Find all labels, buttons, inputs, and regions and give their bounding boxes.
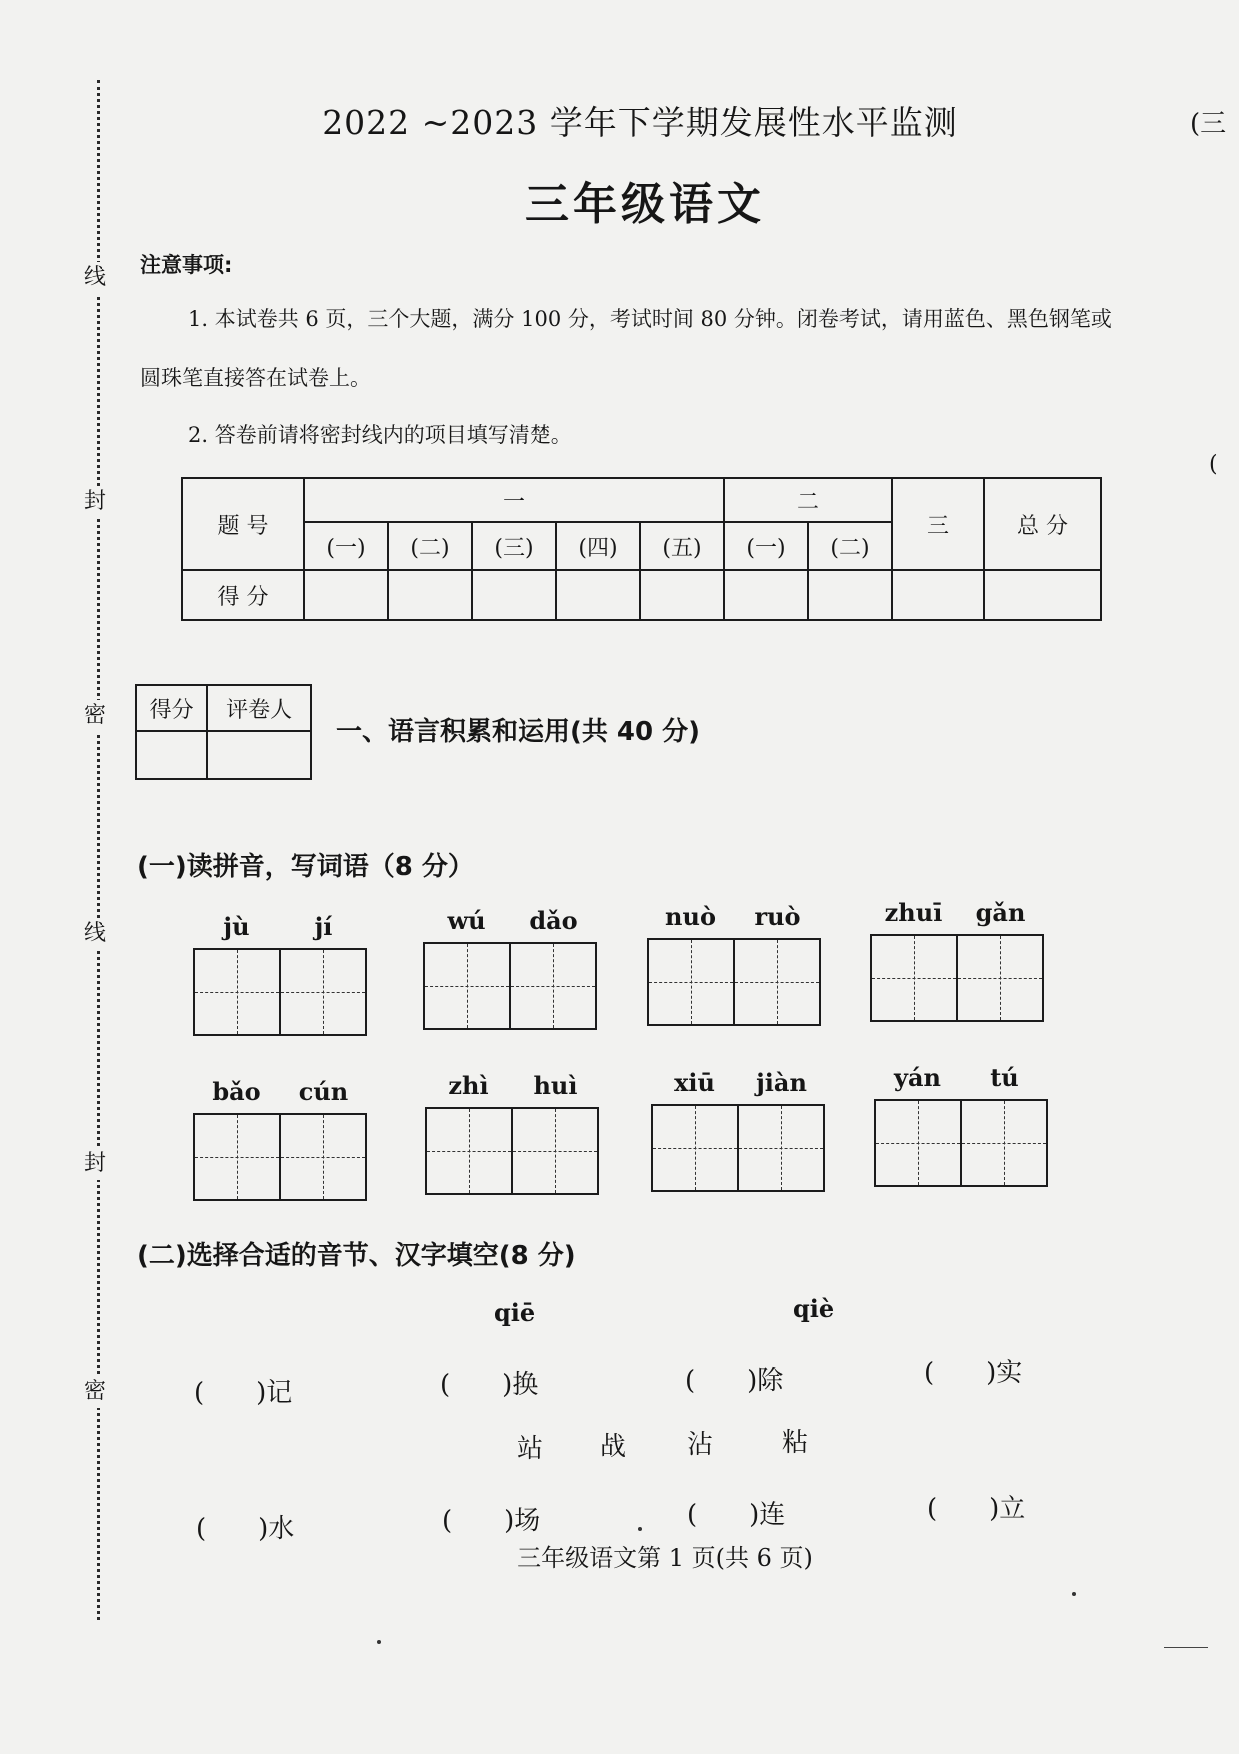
score-cell[interactable]: [640, 570, 724, 620]
score-cell[interactable]: [388, 570, 472, 620]
notice-item-2: 2. 答卷前请将密封线内的项目填写清楚。: [188, 423, 572, 447]
pinyin: zhì: [448, 1071, 489, 1100]
part-header: (五): [640, 522, 724, 570]
pinyin-word: [193, 912, 367, 1036]
fill-blank-item[interactable]: ( )连: [687, 1500, 786, 1530]
part-1-title: (一)读拼音，写词语（8 分）: [137, 852, 474, 882]
notice-item-1: 1. 本试卷共 6 页，三个大题，满分 100 分，考试时间 80 分钟。闭卷考试，请用蓝色、黑色钢笔或: [188, 307, 1112, 331]
tianzige-grid[interactable]: [193, 948, 367, 1036]
tianzige-grid[interactable]: [425, 1107, 599, 1195]
fill-blank-item[interactable]: ( )除: [685, 1366, 784, 1396]
pinyin: huì: [533, 1071, 578, 1100]
grader-box: [135, 684, 312, 780]
pinyin-word: [423, 906, 597, 1030]
notice-item-1-cont: 圆珠笔直接答在试卷上。: [140, 366, 371, 390]
pinyin: nuò: [665, 902, 716, 931]
total-header: 总 分: [984, 478, 1101, 570]
part-2-title: (二)选择合适的音节、汉字填空(8 分): [137, 1241, 576, 1271]
pinyin: dǎo: [529, 906, 578, 935]
score-cell[interactable]: [472, 570, 556, 620]
pinyin-word: [651, 1068, 825, 1192]
part-header: (四): [556, 522, 640, 570]
exam-title: 2022 ~2023 学年下学期发展性水平监测: [322, 103, 958, 142]
score-cell[interactable]: [556, 570, 640, 620]
pinyin-word: [647, 902, 821, 1026]
tianzige-grid[interactable]: [651, 1104, 825, 1192]
exam-subtitle: 三年级语文: [525, 179, 765, 230]
tianzige-grid[interactable]: [874, 1099, 1048, 1187]
tianzige-grid[interactable]: [193, 1113, 367, 1201]
group-one-header: 一: [304, 478, 724, 522]
pinyin-word: [874, 1063, 1048, 1187]
seal-char: 密: [84, 700, 106, 732]
pinyin: tú: [990, 1063, 1019, 1092]
pinyin: gǎn: [975, 898, 1026, 927]
part-header: (一): [304, 522, 388, 570]
group-two-header: 二: [724, 478, 892, 522]
fill-blank-item[interactable]: ( )场: [442, 1506, 541, 1536]
seal-char: 密: [84, 1376, 106, 1408]
character-option: 沾: [687, 1430, 714, 1460]
pinyin: wú: [447, 906, 486, 935]
score-cell[interactable]: [808, 570, 892, 620]
score-cell[interactable]: [892, 570, 984, 620]
fill-blank-item[interactable]: ( )立: [927, 1494, 1026, 1524]
pinyin: zhuī: [884, 898, 943, 927]
grader-score-cell[interactable]: [136, 731, 207, 779]
score-table: [181, 477, 1102, 621]
pinyin: jù: [223, 912, 250, 941]
syllable-option: qiē: [494, 1298, 536, 1327]
corner-mark: (三: [1190, 109, 1227, 139]
pinyin: bǎo: [212, 1077, 261, 1106]
scan-speck: [377, 1640, 381, 1644]
character-option: 站: [517, 1434, 544, 1464]
fill-blank-item[interactable]: ( )水: [196, 1514, 295, 1544]
group-three-header: 三: [892, 478, 984, 570]
label-question-number: 题 号: [182, 478, 304, 570]
tianzige-grid[interactable]: [870, 934, 1044, 1022]
tianzige-grid[interactable]: [647, 938, 821, 1026]
pinyin-word: [193, 1077, 367, 1201]
syllable-option: qiè: [793, 1294, 835, 1323]
pinyin: jiàn: [756, 1068, 807, 1097]
fill-blank-item[interactable]: ( )记: [194, 1378, 293, 1408]
seal-char: 封: [84, 486, 106, 518]
pinyin: cún: [298, 1077, 349, 1106]
notice-heading: 注意事项:: [140, 253, 233, 277]
scan-speck: [638, 1527, 642, 1531]
fill-blank-item[interactable]: ( )换: [440, 1370, 539, 1400]
pinyin: ruò: [754, 902, 801, 931]
part-header: (一): [724, 522, 808, 570]
tianzige-grid[interactable]: [423, 942, 597, 1030]
seal-char: 线: [84, 262, 106, 294]
label-score: 得 分: [182, 570, 304, 620]
part-header: (二): [808, 522, 892, 570]
page-footer: 三年级语文第 1 页(共 6 页): [517, 1544, 813, 1572]
section-1-title: 一、语言积累和运用(共 40 分): [336, 717, 701, 747]
pinyin-word: [870, 898, 1044, 1022]
character-option: 粘: [782, 1428, 809, 1458]
part-header: (三): [472, 522, 556, 570]
grader-name-cell[interactable]: [207, 731, 311, 779]
scan-speck: [1072, 1592, 1076, 1596]
score-cell[interactable]: [984, 570, 1101, 620]
scan-edge: [1164, 1647, 1208, 1648]
pinyin-word: [425, 1071, 599, 1195]
fill-blank-item[interactable]: ( )实: [924, 1358, 1023, 1388]
pinyin: jí: [314, 912, 333, 941]
score-cell[interactable]: [724, 570, 808, 620]
grader-score-label: 得分: [136, 685, 207, 731]
grader-name-label: 评卷人: [207, 685, 311, 731]
seal-char: 封: [84, 1148, 106, 1180]
score-cell[interactable]: [304, 570, 388, 620]
pinyin: xiū: [674, 1068, 715, 1097]
pinyin: yán: [894, 1063, 941, 1092]
seal-char: 线: [84, 918, 106, 950]
part-header: (二): [388, 522, 472, 570]
character-option: 战: [600, 1432, 627, 1462]
corner-mark: (: [1209, 452, 1218, 477]
